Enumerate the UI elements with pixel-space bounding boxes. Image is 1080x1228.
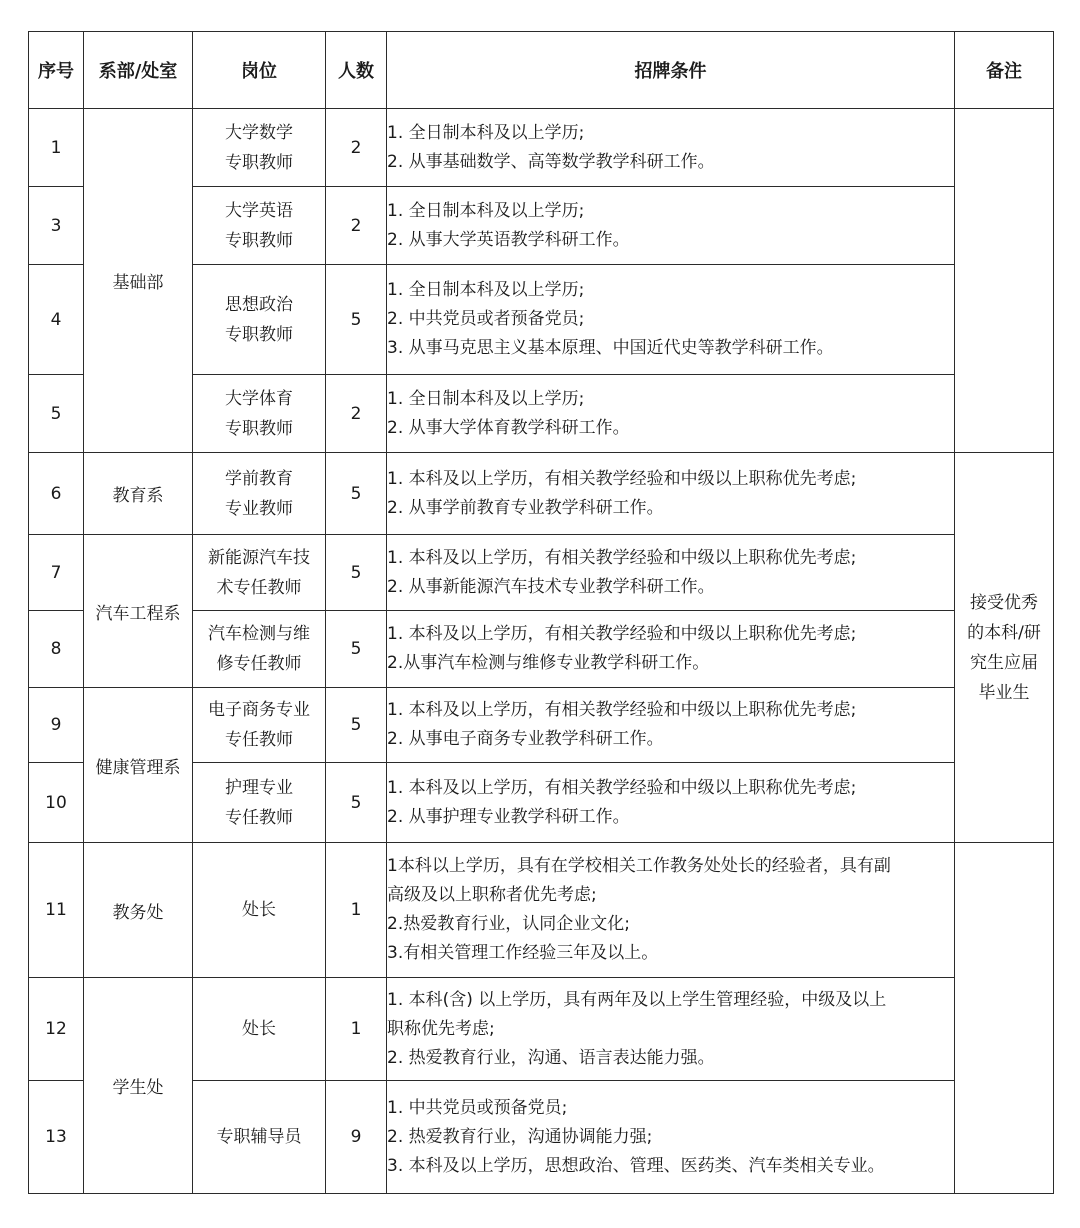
position-cell: 大学体育 专职教师 [193, 375, 326, 453]
requirements-cell: 1. 全日制本科及以上学历; 2. 从事大学英语教学科研工作。 [387, 187, 955, 265]
position-cell: 思想政治 专职教师 [193, 265, 326, 375]
requirements-cell: 1. 本科及以上学历，有相关教学经验和中级以上职称优先考虑; 2. 从事护理专业教学科研工作。 [387, 763, 955, 843]
position-cell: 专职辅导员 [193, 1081, 326, 1194]
row-no: 3 [29, 187, 84, 265]
recruitment-table [28, 31, 1054, 1194]
header-count: 人数 [326, 32, 387, 109]
table-row [29, 109, 1054, 187]
count-cell: 9 [326, 1081, 387, 1194]
count-cell: 5 [326, 265, 387, 375]
requirements-cell: 1. 本科及以上学历，有相关教学经验和中级以上职称优先考虑; 2. 从事电子商务专业教学科研工作。 [387, 688, 955, 763]
requirements-cell: 1. 全日制本科及以上学历; 2. 中共党员或者预备党员; 3. 从事马克思主义基本原理、中国近代史等教学科研工作。 [387, 265, 955, 375]
position-cell: 大学数学 专职教师 [193, 109, 326, 187]
remarks-cell-empty [955, 109, 1054, 453]
table-row [29, 453, 1054, 535]
requirements-cell: 1本科以上学历，具有在学校相关工作教务处处长的经验者，具有副 高级及以上职称者优先考虑; 2.热爱教育行业，认同企业文化; 3.有相关管理工作经验三年及以上。 [387, 843, 955, 978]
dept-cell: 汽车工程系 [84, 535, 193, 688]
position-cell: 护理专业 专任教师 [193, 763, 326, 843]
row-no: 5 [29, 375, 84, 453]
header-dept: 系部/处室 [84, 32, 193, 109]
dept-cell: 教务处 [84, 843, 193, 978]
row-no: 12 [29, 978, 84, 1081]
position-cell: 汽车检测与维 修专任教师 [193, 611, 326, 688]
remarks-cell-empty [955, 843, 1054, 1194]
requirements-cell: 1. 本科及以上学历，有相关教学经验和中级以上职称优先考虑; 2. 从事新能源汽车技术专业教学科研工作。 [387, 535, 955, 611]
requirements-cell: 1. 本科及以上学历，有相关教学经验和中级以上职称优先考虑; 2. 从事学前教育专业教学科研工作。 [387, 453, 955, 535]
table-row [29, 688, 1054, 763]
count-cell: 2 [326, 109, 387, 187]
row-no: 7 [29, 535, 84, 611]
header-no: 序号 [29, 32, 84, 109]
row-no: 9 [29, 688, 84, 763]
row-no: 13 [29, 1081, 84, 1194]
count-cell: 1 [326, 978, 387, 1081]
count-cell: 2 [326, 187, 387, 265]
dept-cell: 学生处 [84, 978, 193, 1194]
requirements-cell: 1. 本科及以上学历，有相关教学经验和中级以上职称优先考虑; 2.从事汽车检测与维修专业教学科研工作。 [387, 611, 955, 688]
count-cell: 1 [326, 843, 387, 978]
row-no: 8 [29, 611, 84, 688]
count-cell: 5 [326, 535, 387, 611]
requirements-cell: 1. 本科(含) 以上学历，具有两年及以上学生管理经验，中级及以上 职称优先考虑; 2. 热爱教育行业，沟通、语言表达能力强。 [387, 978, 955, 1081]
count-cell: 5 [326, 611, 387, 688]
dept-cell: 教育系 [84, 453, 193, 535]
remarks-note-cell: 接受优秀 的本科/研 究生应届 毕业生 [955, 453, 1054, 843]
position-cell: 处长 [193, 843, 326, 978]
position-cell: 处长 [193, 978, 326, 1081]
count-cell: 5 [326, 688, 387, 763]
count-cell: 5 [326, 763, 387, 843]
dept-cell: 基础部 [84, 109, 193, 453]
table-row [29, 535, 1054, 611]
requirements-cell: 1. 中共党员或预备党员; 2. 热爱教育行业，沟通协调能力强; 3. 本科及以上学历，思想政治、管理、医药类、汽车类相关专业。 [387, 1081, 955, 1194]
header-row [29, 32, 1054, 109]
count-cell: 5 [326, 453, 387, 535]
table-row [29, 978, 1054, 1081]
requirements-cell: 1. 全日制本科及以上学历; 2. 从事大学体育教学科研工作。 [387, 375, 955, 453]
position-cell: 大学英语 专职教师 [193, 187, 326, 265]
position-cell: 学前教育 专业教师 [193, 453, 326, 535]
header-requirements: 招牌条件 [387, 32, 955, 109]
count-cell: 2 [326, 375, 387, 453]
requirements-cell: 1. 全日制本科及以上学历; 2. 从事基础数学、高等数学教学科研工作。 [387, 109, 955, 187]
header-remarks: 备注 [955, 32, 1054, 109]
position-cell: 新能源汽车技 术专任教师 [193, 535, 326, 611]
row-no: 10 [29, 763, 84, 843]
row-no: 11 [29, 843, 84, 978]
dept-cell: 健康管理系 [84, 688, 193, 843]
table-row [29, 843, 1054, 978]
header-position: 岗位 [193, 32, 326, 109]
row-no: 4 [29, 265, 84, 375]
row-no: 1 [29, 109, 84, 187]
row-no: 6 [29, 453, 84, 535]
position-cell: 电子商务专业 专任教师 [193, 688, 326, 763]
